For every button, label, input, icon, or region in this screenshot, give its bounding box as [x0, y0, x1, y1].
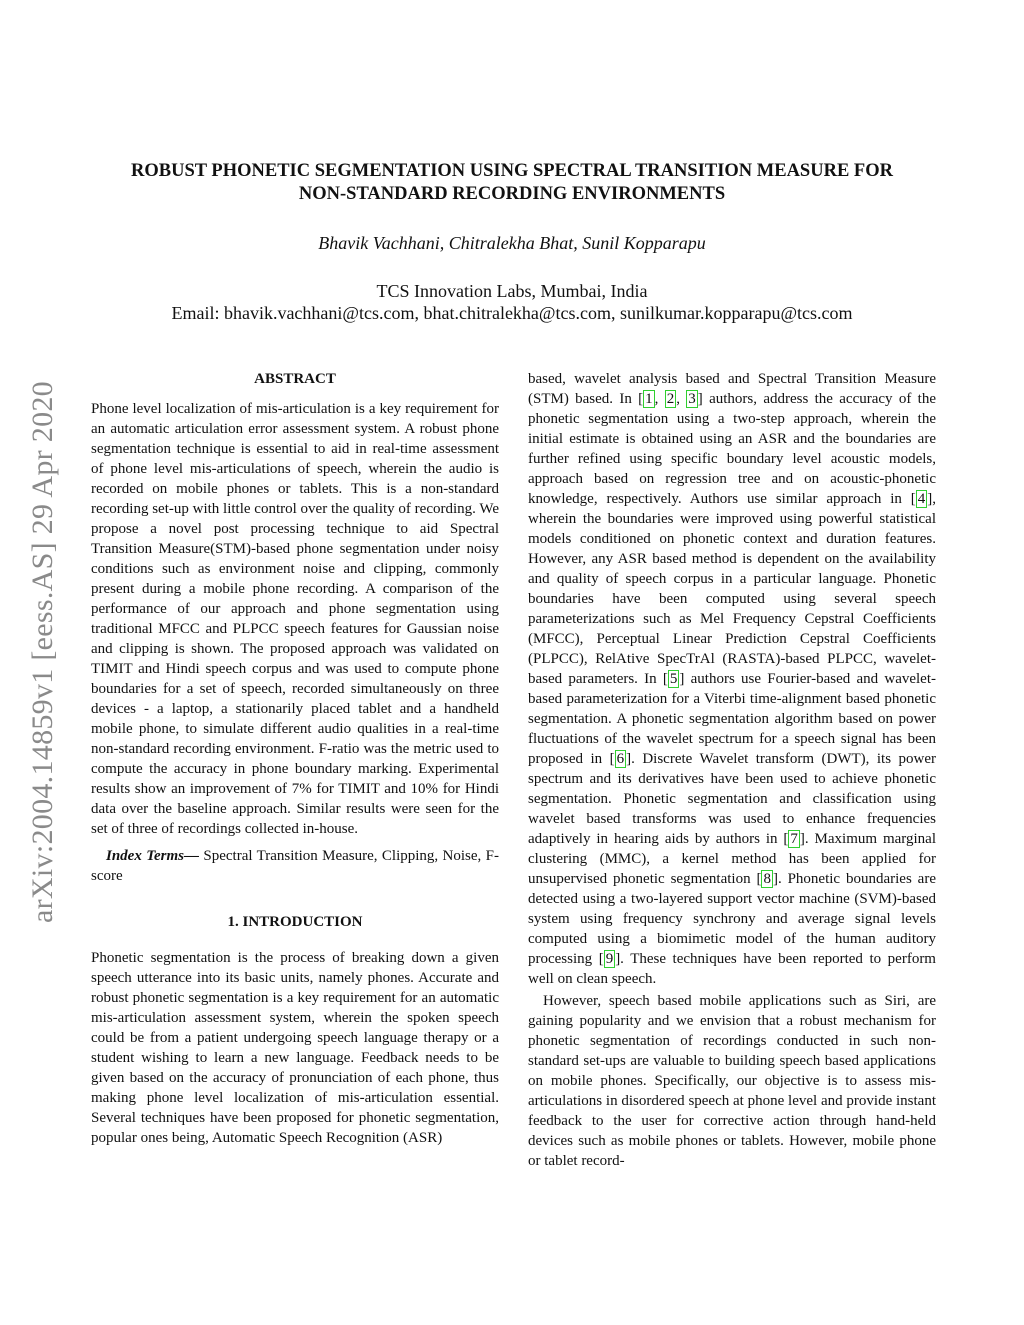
text-fragment: based, wavelet analysis based and Spectral Transition Measure (STM) based. In [ — [528, 371, 936, 407]
citation-link[interactable]: 3 — [688, 391, 696, 407]
text-fragment: ] authors use Fourier-based and wavelet-based parameterization for a Viterbi time-alignment based phonetic segmentation. A phonetic segmentation algorithm based on power fluctuations of the wavelet spectrum for a speech signal has been proposed in [ — [528, 671, 936, 767]
citation-link[interactable]: 7 — [790, 831, 798, 847]
citation-link[interactable]: 8 — [763, 871, 771, 887]
arxiv-sidebar — [22, 345, 64, 960]
affiliation: TCS Innovation Labs, Mumbai, India — [376, 281, 648, 301]
citation-link[interactable]: 2 — [666, 391, 675, 407]
abstract-text: Phone level localization of mis-articulation is a key requirement for an automatic articulation error assessment system. A robust phone segmentation technique is essential to aid in real-time assessment of phone level mis-articulations of speech, wherein the audio is recorded on mobile phones or tablets. This is a non-standard recording set-up with little control over the quality of recording. We propose a novel post processing technique to aid Spectral Transition Measure(STM)-based phone segmentation under noisy conditions such as environment noise and clipping, commonly present during a mobile phone recording. A comparison of the performance of our approach and phone segmentation using traditional MFCC and PLPCC speech features for Gaussian noise and clipping is shown. The proposed approach was validated on TIMIT and Hindi speech corpus and was used to compute phone boundaries for a set of speech, recorded simultaneously on three devices - a laptop, a stationarily placed tablet and a handheld mobile phone, to simulate different audio qualities in a real-time non-standard recording environment. F-ratio was the metric used to compute the accuracy in phone boundary marking. Experimental results show an improvement of 7% for TIMIT and 10% for Hindi data over the baseline approach. Similar results were seen for the set of three of recordings collected in-house. — [91, 401, 499, 837]
index-terms-text: Spectral Transition Measure, Clipping, Noise, F-score — [91, 848, 499, 884]
citation-link[interactable]: 6 — [616, 751, 625, 767]
citation-link[interactable]: 5 — [669, 671, 678, 687]
right-paragraph-1 — [528, 369, 936, 989]
text-fragment: ]. These techniques have been reported to perform well on clean speech. — [528, 951, 936, 987]
citation-link[interactable]: 9 — [605, 951, 614, 967]
text-fragment: ]. Discrete Wavelet transform (DWT), its power spectrum and its derivatives have been used to achieve phonetic segmentation. Phonetic segmentation and classification using wavelet based transforms was used to enhance frequencies adaptively in hearing aids by authors in [ — [528, 751, 937, 847]
citation-link[interactable]: 1 — [645, 391, 653, 407]
right-column — [528, 369, 936, 1171]
citation-link[interactable]: 4 — [917, 491, 926, 507]
email-line: Email: bhavik.vachhani@tcs.com, bhat.chitralekha@tcs.com, sunilkumar.kopparapu@tcs.com — [171, 303, 853, 323]
text-fragment: ]. Maximum marginal clustering (MMC), a kernel method has been applied for unsupervised phonetic segmentation [ — [528, 831, 936, 887]
paper-title — [70, 160, 954, 206]
index-terms-label: Index Terms— — [106, 848, 199, 864]
introduction-heading: 1. INTRODUCTION — [227, 914, 363, 930]
text-fragment: ], wherein the boundaries were improved using powerful statistical models conditioned on phonetic context and duration features. However, any ASR based method is dependent on the availability and quality of speech corpus in a particular language. Phonetic boundaries have been computed using several speech parameterizations such as Mel Frequency Cepstral Coefficients (MFCC), Perceptual Linear Prediction Cepstral Coefficients (PLPCC), RelAtive SpecTrAl (RASTA)-based PLPCC, wavelet-based parameters. In [ — [528, 491, 936, 687]
text-fragment: ]. Phonetic boundaries are detected using a two-layered support vector machine (SVM)-based system using frequency synchrony and average signal levels computed using a biomimetic model of the human auditory processing [ — [528, 871, 936, 967]
index-terms — [91, 846, 499, 886]
abstract-heading: ABSTRACT — [254, 371, 336, 387]
arxiv-identifier: arXiv:2004.14859v1 [eess.AS] 29 Apr 2020 — [26, 381, 59, 923]
text-fragment: ] authors, address the accuracy of the phonetic segmentation using a two-step approach, wherein the initial estimate is obtained using an ASR and the boundaries are further refined using specific boundary level acoustic models, approach based on regression tree and on acoustic-phonetic knowledge, respectively. Authors use similar approach in [ — [528, 391, 936, 507]
introduction-paragraph: Phonetic segmentation is the process of breaking down a given speech utterance into its basic units, namely phones. Accurate and robust phonetic segmentation is a key requirement for an automatic mis-articulation assessment system, wherein the spoken speech could be from a patient undergoing speech language therapy or a student wishing to learn a new language. Feedback needs to be given based on the accuracy of pronunciation of each phone, thus making phone level localization of mis-articulation essential. Several techniques have been proposed for phonetic segmentation, popular ones being, Automatic Speech Recognition (ASR) — [91, 950, 499, 1146]
title-line-2: NON-STANDARD RECORDING ENVIRONMENTS — [298, 184, 726, 204]
left-column — [91, 369, 499, 1148]
title-line-1: ROBUST PHONETIC SEGMENTATION USING SPECTRAL TRANSITION MEASURE FOR — [131, 161, 893, 181]
right-paragraph-2: However, speech based mobile applications such as Siri, are gaining popularity and we envision that a robust mechanism for phonetic segmentation of recordings conducted in such non-standard set-ups are valuable to building speech based applications on mobile phones. Specifically, our objective is to assess mis-articulations in disordered speech at phone level and provide instant feedback to the user for corrective action through hand-held devices such as mobile phones or tablets. However, mobile phone or tablet record- — [528, 993, 936, 1169]
text-fragment: , — [676, 391, 687, 407]
text-fragment: , — [654, 391, 665, 407]
author-list: Bhavik Vachhani, Chitralekha Bhat, Sunil Kopparapu — [318, 233, 706, 253]
